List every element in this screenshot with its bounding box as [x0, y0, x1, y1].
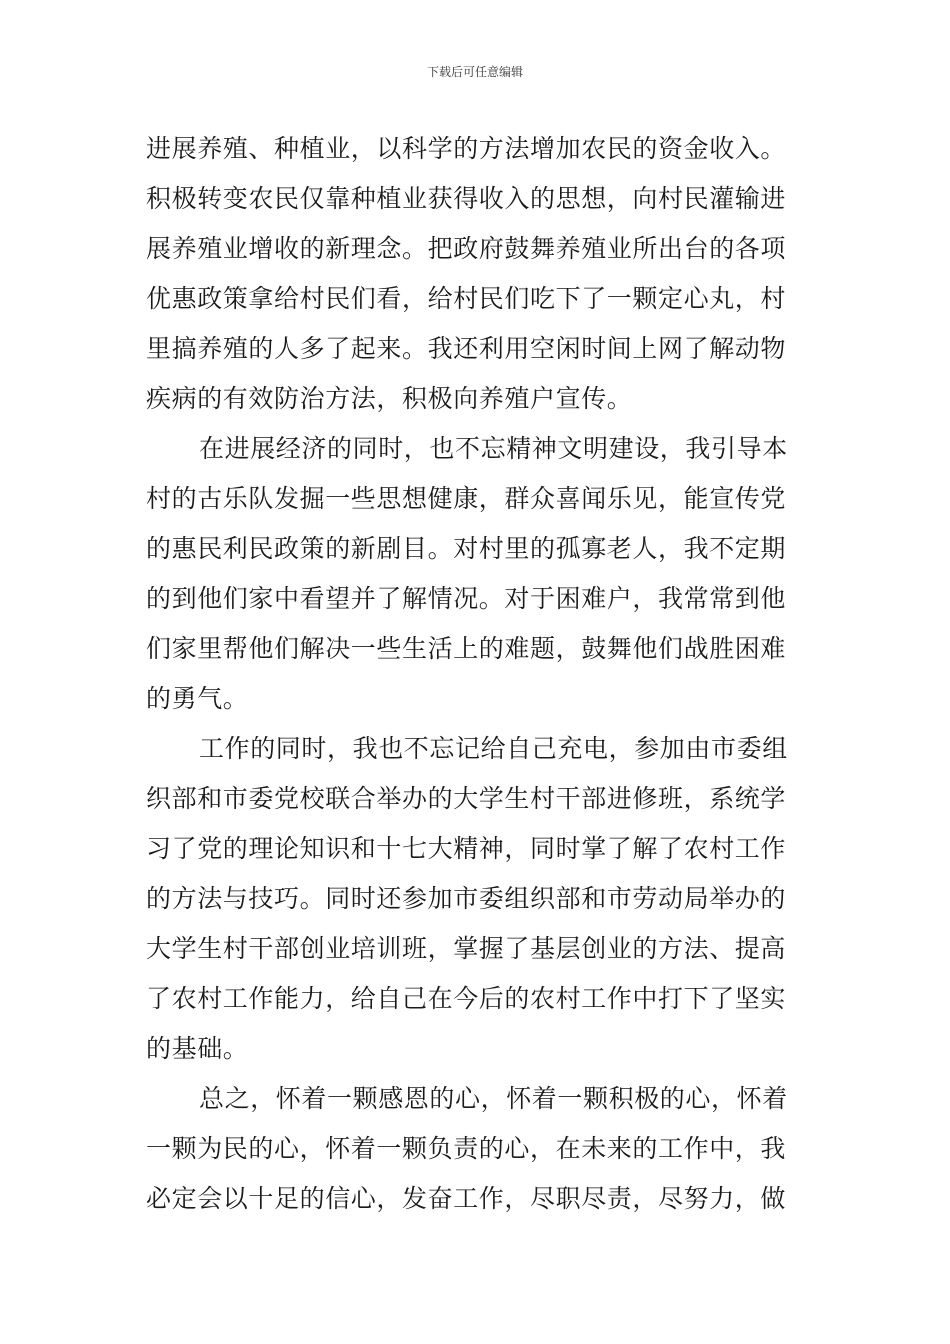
text-line: 的方法与技巧。同时还参加市委组织部和市劳动局举办的 — [146, 884, 787, 913]
paragraph-first-line: 在进展经济的同时，也不忘精神文明建设，我引导本 — [199, 434, 788, 463]
text-line: 疾病的有效防治方法，积极向养殖户宣传。 — [146, 384, 633, 413]
paragraph-first-line: 工作的同时，我也不忘记给自己充电，参加由市委组 — [199, 734, 788, 763]
text-line: 习了党的理论知识和十七大精神，同时掌了解了农村工作 — [146, 834, 787, 863]
text-line: 村的古乐队发掘一些思想健康，群众喜闻乐见，能宣传党 — [146, 484, 787, 513]
page-header: 下载后可任意编辑 — [426, 65, 523, 79]
paragraph-first-line: 总之，怀着一颗感恩的心，怀着一颗积极的心，怀着 — [199, 1084, 788, 1113]
text-line: 进展养殖、种植业，以科学的方法增加农民的资金收入。 — [146, 134, 787, 163]
text-line: 织部和市委党校联合举办的大学生村干部进修班，系统学 — [146, 784, 787, 813]
text-line: 里搞养殖的人多了起来。我还利用空闲时间上网了解动物 — [146, 334, 787, 363]
text-line: 大学生村干部创业培训班，掌握了基层创业的方法、提高 — [146, 934, 787, 963]
text-line: 展养殖业增收的新理念。把政府鼓舞养殖业所出台的各项 — [146, 234, 787, 263]
text-line: 了农村工作能力，给自己在今后的农村工作中打下了坚实 — [146, 984, 787, 1013]
text-line: 积极转变农民仅靠种植业获得收入的思想，向村民灌输进 — [146, 184, 787, 213]
text-line: 的惠民利民政策的新剧目。对村里的孤寡老人，我不定期 — [146, 534, 787, 563]
text-line: 的基础。 — [146, 1034, 249, 1063]
text-line: 的到他们家中看望并了解情况。对于困难户，我常常到他 — [146, 584, 787, 613]
text-line: 一颗为民的心，怀着一颗负责的心，在未来的工作中，我 — [146, 1134, 787, 1163]
text-line: 的勇气。 — [146, 684, 249, 713]
text-line: 必定会以十足的信心，发奋工作，尽职尽责，尽努力，做 — [146, 1184, 787, 1213]
text-line: 优惠政策拿给村民们看，给村民们吃下了一颗定心丸，村 — [146, 284, 787, 313]
text-line: 们家里帮他们解决一些生活上的难题，鼓舞他们战胜困难 — [146, 634, 787, 663]
document-body — [146, 124, 816, 1224]
